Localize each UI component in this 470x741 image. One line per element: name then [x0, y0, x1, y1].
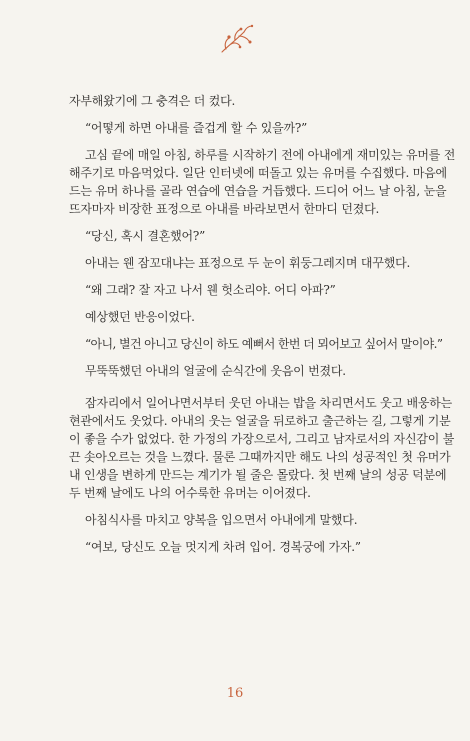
text-line: 잠자리에서 일어나면서부터 웃던 아내는 밥을 차리면서도 웃고 배웅하는: [85, 396, 453, 410]
text-line: 해주기로 마음먹었다. 일단 인터넷에 떠돌고 있는 유머를 수집했다. 마음에: [69, 166, 447, 180]
paragraph: [69, 281, 407, 299]
text-line: 아내는 웬 잠꼬대냐는 표정으로 두 눈이 휘둥그레지며 대꾸했다.: [85, 256, 411, 270]
text-line: “왜 그래? 잘 자고 나서 웬 헛소리야. 어디 아파?”: [85, 283, 336, 297]
text-line: 뜨자마자 비장한 표정으로 아내를 바라보면서 한마디 던졌다.: [69, 202, 380, 216]
paragraph: [69, 308, 407, 326]
text-line: 내 인생을 변하게 만드는 계기가 될 줄은 몰랐다. 첫 번째 날의 성공 덕분에: [69, 468, 447, 482]
text-line: 두 번째 날에도 나의 어수룩한 유머는 이어졌다.: [69, 486, 311, 500]
paragraph: [69, 335, 443, 353]
paragraph: [69, 92, 407, 110]
plant-sprig-icon: [214, 22, 256, 58]
paragraph: [69, 511, 407, 529]
text-line: “어떻게 하면 아내를 즐겁게 할 수 있을까?”: [85, 121, 308, 135]
text-line: 예상했던 반응이었다.: [85, 310, 195, 324]
text-line: 아침식사를 마치고 양복을 입으면서 아내에게 말했다.: [85, 513, 358, 527]
paragraph: [69, 119, 407, 137]
text-line: 끈 솟아오르는 것을 느꼈다. 물론 그때까지만 해도 나의 성공적인 첫 유머가: [69, 450, 451, 464]
paragraph: [69, 394, 455, 502]
page-number: 16: [226, 686, 244, 701]
paragraph: [69, 146, 456, 218]
text-line: “여보, 당신도 오늘 멋지게 차려 입어. 경복궁에 가자.”: [85, 540, 361, 554]
paragraph: [69, 362, 407, 380]
text-line: 이 좋을 수가 없었다. 한 가정의 가장으로서, 그리고 남자로서의 자신감이 불: [69, 432, 455, 446]
text-line: 현관에서도 웃었다. 아내의 웃는 얼굴을 뒤로하고 출근하는 길, 그렇게 기분: [69, 414, 451, 428]
paragraph: [69, 538, 407, 556]
paragraph: [69, 254, 411, 272]
body-text: [69, 92, 456, 565]
text-line: 고심 끝에 매일 아침, 하루를 시작하기 전에 아내에게 재미있는 유머를 전: [85, 148, 456, 162]
text-line: 드는 유머 하나를 골라 연습에 연습을 거듭했다. 드디어 어느 날 아침, 눈을: [69, 184, 447, 198]
text-line: “아니, 별건 아니고 당신이 하도 예뻐서 한번 더 뫼어보고 싶어서 말이야.”: [85, 337, 443, 351]
text-line: 자부해왔기에 그 충격은 더 컸다.: [69, 94, 236, 108]
paragraph: [69, 227, 407, 245]
text-line: 무뚝뚝했던 아내의 얼굴에 순식간에 웃음이 번졌다.: [85, 364, 346, 378]
text-line: “당신, 혹시 결혼했어?”: [85, 229, 206, 243]
